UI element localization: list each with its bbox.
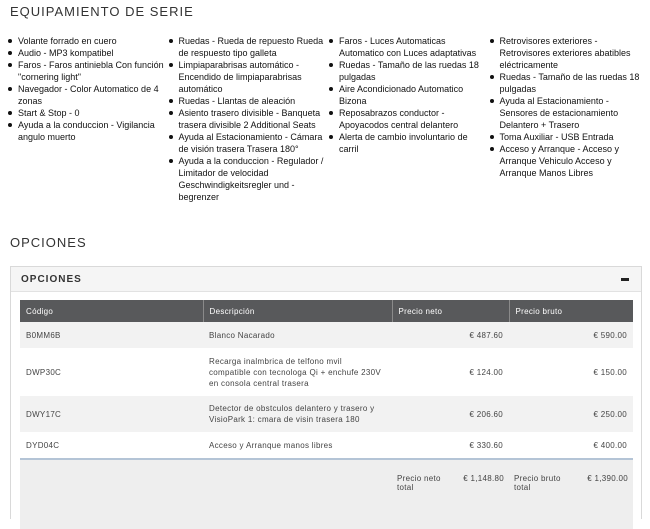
cell-code: DYD04C [20, 432, 203, 459]
options-title: OPCIONES [10, 235, 87, 250]
header-gross-price[interactable]: Precio bruto [509, 300, 633, 322]
equipment-item: Ayuda a la conduccion - Vigilancia angulo muerto [18, 119, 165, 143]
cell-net-price: € 124.00 [392, 348, 509, 396]
table-row [20, 348, 633, 396]
header-description[interactable]: Descripción [203, 300, 392, 322]
cell-gross-price: € 150.00 [509, 348, 633, 396]
equipment-item: Ruedas - Tamaño de las ruedas 18 pulgadas [339, 59, 486, 83]
equipment-item: Ruedas - Tamaño de las ruedas 18 pulgadas [500, 71, 647, 95]
equipment-item: Toma Auxiliar - USB Entrada [500, 131, 647, 143]
equipment-column-2 [165, 35, 326, 203]
equipment-columns [4, 35, 646, 203]
cell-code: DWP30C [20, 348, 203, 396]
cell-gross-price: € 590.00 [509, 322, 633, 348]
options-table [20, 300, 633, 529]
equipment-item: Retrovisores exteriores - Retrovisores exteriores abatibles eléctricamente [500, 35, 647, 71]
cell-net-price: € 487.60 [392, 322, 509, 348]
equipment-item: Reposabrazos conductor - Apoyacodos central delantero [339, 107, 486, 131]
equipment-item: Audio - MP3 kompatibel [18, 47, 165, 59]
cell-code: DWY17C [20, 396, 203, 432]
equipment-title: EQUIPAMIENTO DE SERIE [10, 4, 194, 19]
equipment-item: Start & Stop - 0 [18, 107, 165, 119]
table-row [20, 396, 633, 432]
table-row [20, 322, 633, 348]
equipment-item: Faros - Luces Automaticas Automatico con Luces adaptativas [339, 35, 486, 59]
total-net-label: Precio neto total [397, 474, 441, 492]
equipment-item: Asiento trasero divisible - Banqueta trasera divisible 2 Additional Seats [179, 107, 326, 131]
cell-gross-price: € 250.00 [509, 396, 633, 432]
equipment-column-3 [325, 35, 486, 203]
equipment-column-1 [4, 35, 165, 203]
cell-description: Detector de obstculos delantero y trasero y VisioPark 1: cmara de visin trasera 180 [203, 396, 392, 432]
equipment-item: Navegador - Color Automatico de 4 zonas [18, 83, 165, 107]
header-code[interactable]: Código [20, 300, 203, 322]
cell-code: B0MM6B [20, 322, 203, 348]
cell-description: Recarga inalmbrica de telfono mvil compatible con tecnologa Qi + enchufe 230V en consola central trasera [203, 348, 392, 396]
equipment-item: Acceso y Arranque - Acceso y Arranque Vehiculo Acceso y Arranque Manos Libres [500, 143, 647, 179]
equipment-item: Faros - Faros antiniebla Con función "cornering light" [18, 60, 164, 82]
table-row [20, 432, 633, 459]
options-panel [10, 266, 642, 519]
total-net-value: € 1,148.80 [463, 474, 504, 483]
equipment-item: Ayuda a la conduccion - Regulador / Limitador de velocidad Geschwindigkeitsregler und -begrenzer [178, 156, 324, 202]
equipment-item: Volante forrado en cuero [18, 35, 165, 47]
cell-description: Blanco Nacarado [203, 322, 392, 348]
equipment-item: Ayuda al Estacionamiento - Sensores de estacionamiento Delantero + Trasero [500, 95, 647, 131]
cell-net-price: € 330.60 [392, 432, 509, 459]
cell-net-price: € 206.60 [392, 396, 509, 432]
equipment-item: Ruedas - Rueda de repuesto Rueda de respuesto tipo galleta [178, 36, 324, 58]
equipment-column-4 [486, 35, 647, 203]
collapse-minus-icon[interactable] [621, 278, 629, 281]
equipment-item: Ruedas - Llantas de aleación [179, 95, 326, 107]
cell-description: Acceso y Arranque manos libres [203, 432, 392, 459]
table-header-row [20, 300, 633, 322]
equipment-item: Limpiaparabrisas automático - Encendido de limpiaparabrisas automático [179, 59, 326, 95]
equipment-item: Ayuda al Estacionamiento - Cámara de visión trasera Trasera 180° [179, 131, 326, 155]
total-gross-label: Precio bruto total [514, 474, 561, 492]
options-panel-title: OPCIONES [21, 273, 82, 285]
total-gross-value: € 1,390.00 [587, 474, 628, 483]
header-net-price[interactable]: Precio neto [392, 300, 509, 322]
equipment-item: Aire Acondicionado Automatico Bizona [339, 83, 486, 107]
equipment-item: Alerta de cambio involuntario de carril [339, 131, 486, 155]
options-panel-header[interactable] [11, 267, 641, 292]
cell-gross-price: € 400.00 [509, 432, 633, 459]
